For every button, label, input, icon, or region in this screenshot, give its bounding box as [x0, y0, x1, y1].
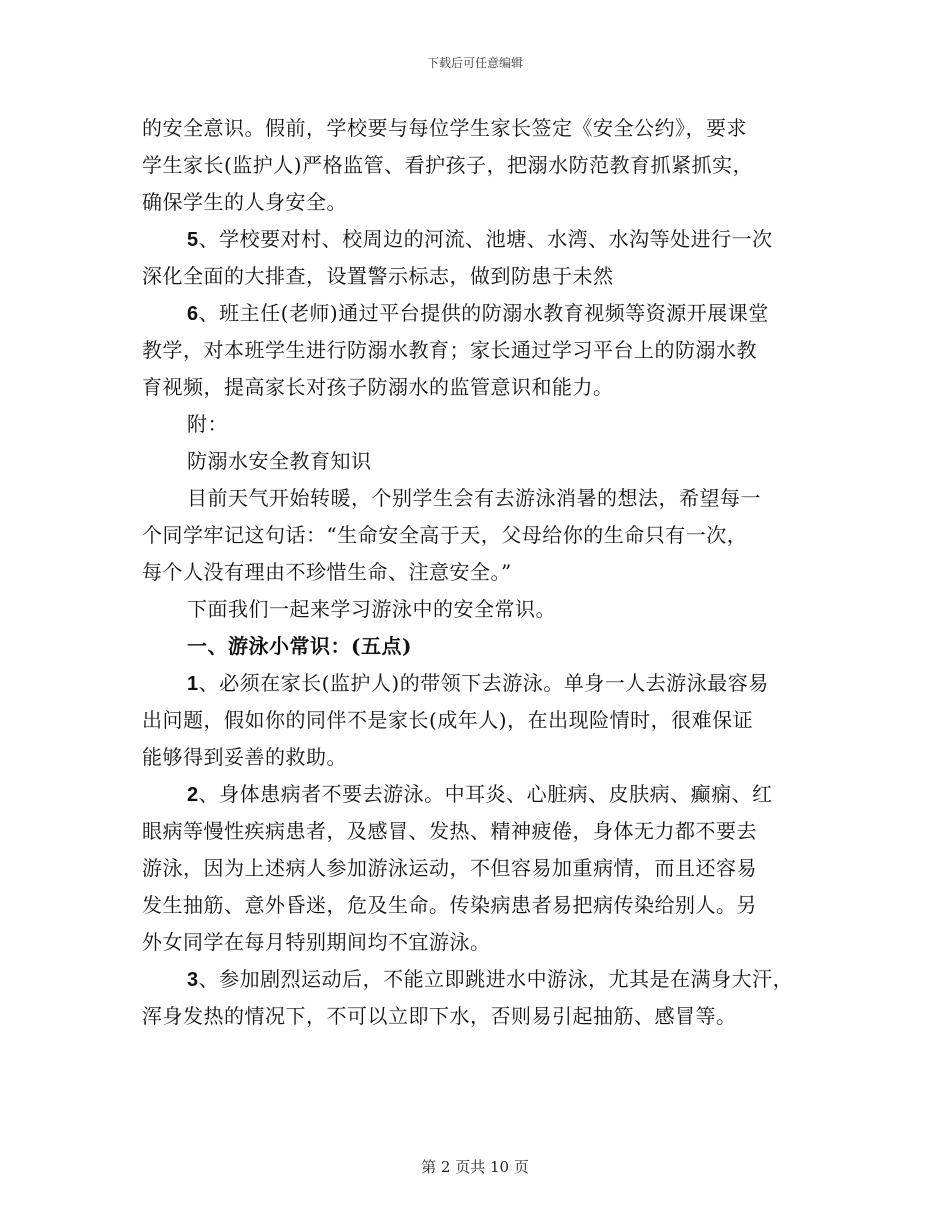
text-line: [142, 223, 832, 255]
text-line: [142, 667, 832, 699]
text-line: 个同学牢记这句话：“生命安全高于天，父母给你的生命只有一次，: [142, 523, 748, 547]
text-line: 浑身发热的情况下，不可以立即下水，否则易引起抽筋、感冒等。: [142, 1004, 737, 1028]
text-line: 确保学生的人身安全。: [142, 190, 347, 214]
item-text: 、参加剧烈运动后，不能立即跳进水中游泳，尤其是在满身大汗，: [198, 967, 794, 991]
page-header: 下载后可任意编辑: [426, 56, 523, 70]
paragraph-lead-in: [142, 593, 832, 625]
text-line: 学生家长(监护人)严格监管、看护孩子，把溺水防范教育抓紧抓实，: [142, 153, 754, 177]
text-line: 下面我们一起来学习游泳中的安全常识。: [187, 597, 556, 621]
section-title: [142, 445, 832, 477]
text-line: 的安全意识。假前，学校要与每位学生家长签定《安全公约》，要求: [142, 116, 747, 140]
paragraph-safety-pledge: [142, 112, 832, 218]
item-number: 3: [187, 969, 199, 991]
paragraph-item-5: [142, 223, 832, 292]
paragraph-item-3: [142, 963, 832, 1032]
text-line: [142, 778, 832, 810]
text-line: 深化全面的大排查，设置警示标志，做到防患于未然: [142, 264, 614, 288]
paragraph-intro: [142, 482, 832, 588]
item-text: 、学校要对村、校周边的河流、池塘、水湾、水沟等处进行一次: [198, 227, 773, 251]
item-number: 2: [187, 784, 199, 806]
item-text: 、必须在家长(监护人)的带领下去游泳。单身一人去游泳最容易: [198, 671, 769, 695]
text-line: 附：: [187, 412, 228, 436]
text-line: 防溺水安全教育知识: [187, 449, 372, 473]
text-line: 每个人没有理由不珍惜生命、注意安全。”: [142, 560, 512, 584]
text-line: 能够得到妥善的救助。: [142, 745, 347, 769]
text-line: [142, 963, 832, 995]
text-line: 育视频，提高家长对孩子防溺水的监管意识和能力。: [142, 375, 614, 399]
paragraph-item-6: [142, 297, 832, 403]
paragraph-appendix-label: [142, 408, 832, 440]
text-line: [142, 297, 832, 329]
subsection-heading: [142, 630, 832, 662]
document-body: [142, 112, 832, 1032]
page-footer: 第 2 页共 10 页: [421, 1158, 529, 1176]
paragraph-item-2: [142, 778, 832, 958]
text-line: 游泳，因为上述病人参加游泳运动，不但容易加重病情，而且还容易: [142, 856, 757, 880]
item-text: 、班主任(老师)通过平台提供的防溺水教育视频等资源开展课堂: [198, 301, 769, 325]
item-number: 1: [187, 673, 199, 695]
text-line: 教学，对本班学生进行防溺水教育；家长通过学习平台上的防溺水教: [142, 338, 757, 362]
item-number: 5: [187, 229, 199, 251]
heading-text: 一、游泳小常识：(五点): [187, 634, 412, 658]
text-line: 目前天气开始转暖，个别学生会有去游泳消暑的想法，希望每一: [187, 486, 761, 510]
text-line: 外女同学在每月特别期间均不宜游泳。: [142, 930, 491, 954]
text-line: 眼病等慢性疾病患者，及感冒、发热、精神疲倦，身体无力都不要去: [142, 819, 757, 843]
item-number: 6: [187, 303, 199, 325]
paragraph-item-1: [142, 667, 832, 773]
text-line: 发生抽筋、意外昏迷，危及生命。传染病患者易把病传染给别人。另: [142, 893, 757, 917]
text-line: 出问题，假如你的同伴不是家长(成年人)，在出现险情时，很难保证: [142, 708, 754, 732]
item-text: 、身体患病者不要去游泳。中耳炎、心脏病、皮肤病、癫痫、红: [198, 782, 773, 806]
